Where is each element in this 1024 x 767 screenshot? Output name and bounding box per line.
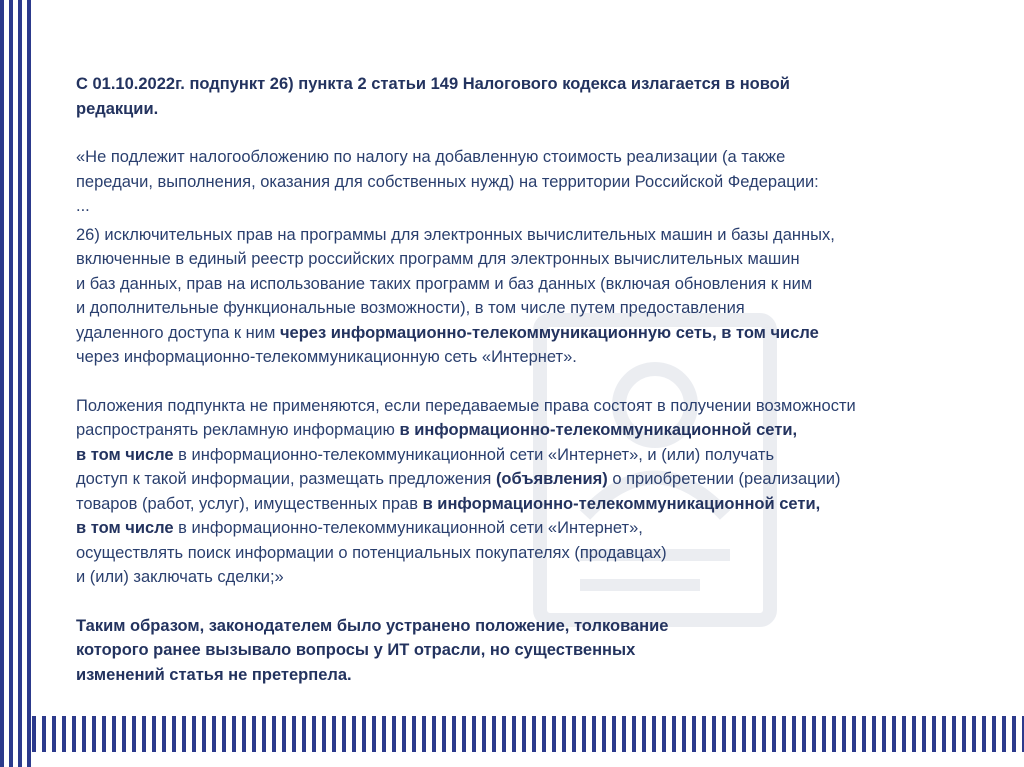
heading-line: С 01.10.2022г. подпункт 26) пункта 2 статьи 149 Налогового кодекса излагается в новой [76,75,790,93]
left-stripe-border [0,0,32,767]
provisions-line: Положения подпункта не применяются, если передаваемые права состоят в получении возможности [76,396,856,415]
item26-line: удаленного доступа к ним через информационно-телекоммуникационную сеть, в том числе [76,323,819,342]
emphasis: в информационно-телекоммуникационной сети, [399,421,798,439]
emphasis: через информационно-телекоммуникационную сеть, в том числе [279,323,819,342]
emphasis: в том числе [76,445,174,464]
conclusion-line: которого ранее вызывало вопросы у ИТ отрасли, но существенных [76,641,636,659]
item26-line: через информационно-телекоммуникационную сеть «Интернет». [76,348,577,366]
item26-line: 26) исключительных прав на программы для электронных вычислительных машин и базы данных, [76,225,835,244]
quote-line: «Не подлежит налогообложению по налогу на добавленную стоимость реализации (а также [76,148,786,166]
item26-line: включенные в единый реестр российских программ для электронных вычислительных машин [76,250,800,268]
heading-line: редакции. [76,99,159,118]
provisions-line: доступ к такой информации, размещать предложения (объявления) о приобретении (реализации) [76,470,841,488]
bottom-stripe-border [32,716,1024,752]
provisions-line: и (или) заключать сделки;» [76,568,284,586]
quote-line: передачи, выполнения, оказания для собственных нужд) на территории Российской Федерации: [76,172,819,191]
item26-line: и баз данных, прав на использование таких программ и баз данных (включая обновления к ним [76,274,813,293]
provisions-line: товаров (работ, услуг), имущественных прав в информационно-телекоммуникационной сети, [76,494,821,513]
conclusion-line: изменений статья не претерпела. [76,665,352,684]
emphasis: (объявления) [495,470,608,488]
conclusion-line: Таким образом, законодателем было устранено положение, толкование [76,616,669,635]
quote-line: ... [76,197,90,215]
provisions-line: в том числе в информационно-телекоммуникационной сети «Интернет», и (или) получать [76,445,775,464]
provisions-line: в том числе в информационно-телекоммуникационной сети «Интернет», [76,519,643,537]
provisions-line: осуществлять поиск информации о потенциальных покупателях (продавцах) [76,543,667,562]
emphasis: в информационно-телекоммуникационной сети, [422,494,821,513]
emphasis: в том числе [76,519,174,537]
provisions-line: распространять рекламную информацию в информационно-телекоммуникационной сети, [76,421,798,439]
slide-text [76,72,976,687]
item26-line: и дополнительные функциональные возможности), в том числе путем предоставления [76,299,745,317]
